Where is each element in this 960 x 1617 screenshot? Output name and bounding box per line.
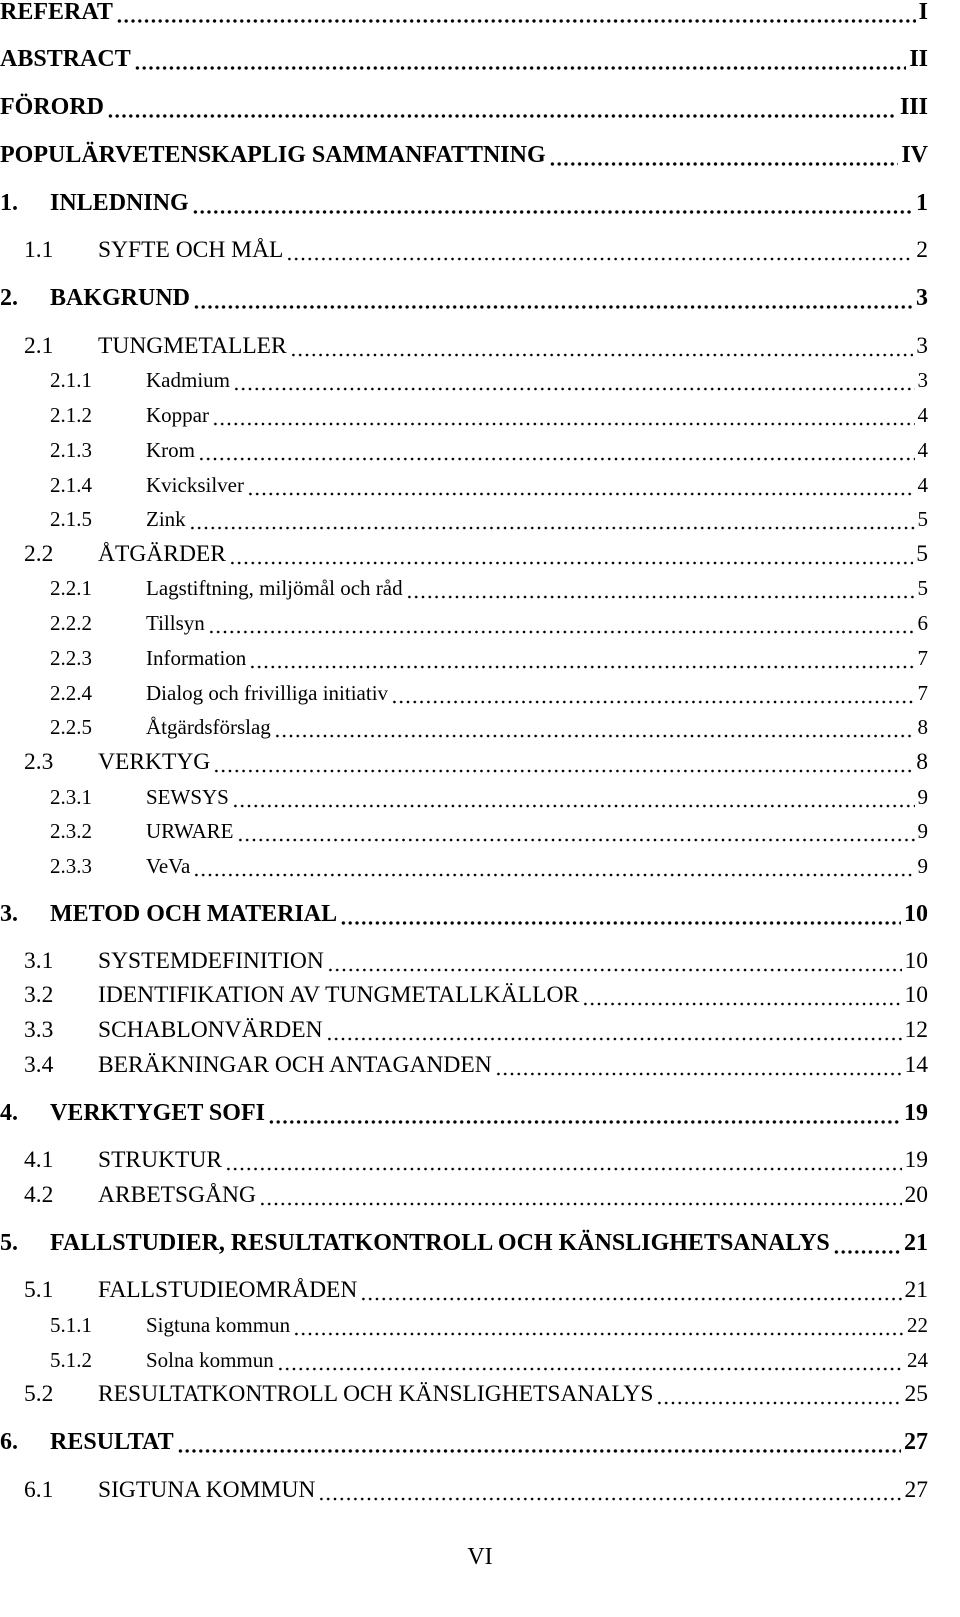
dot-leader bbox=[391, 676, 914, 710]
dot-leader bbox=[495, 1048, 902, 1082]
toc-entry-title: Kvicksilver bbox=[146, 473, 244, 497]
toc-entry bbox=[0, 780, 960, 814]
toc-entry bbox=[0, 398, 960, 432]
toc-entry-number: 2.2.4 bbox=[50, 681, 92, 705]
dot-leader bbox=[549, 138, 899, 172]
dot-leader bbox=[293, 1308, 904, 1342]
toc-entry-number: 6. bbox=[0, 1429, 18, 1455]
toc-entry-number: 4.1 bbox=[24, 1147, 54, 1173]
toc-entry-title: FALLSTUDIEOMRÅDEN bbox=[98, 1277, 358, 1303]
toc-entry-page: 3 bbox=[916, 285, 928, 311]
toc-entry-page: 5 bbox=[917, 507, 928, 531]
toc-entry bbox=[0, 329, 960, 363]
dot-leader bbox=[274, 710, 915, 744]
toc-entry-title: URWARE bbox=[146, 819, 234, 843]
dot-leader bbox=[233, 363, 915, 397]
dot-leader bbox=[656, 1377, 901, 1411]
toc-entry-number: 2.2 bbox=[24, 541, 54, 567]
dot-leader bbox=[193, 849, 914, 883]
toc-entry-number: 2.1 bbox=[24, 333, 54, 359]
toc-entry bbox=[0, 1377, 960, 1411]
dot-leader bbox=[229, 537, 913, 571]
dot-leader bbox=[259, 1178, 902, 1212]
toc-entry-page: 5 bbox=[916, 541, 928, 567]
toc-entry-number: 3.4 bbox=[24, 1052, 54, 1078]
toc-entry-title: IDENTIFIKATION AV TUNGMETALLKÄLLOR bbox=[98, 982, 580, 1008]
toc-entry-number: 5.1.1 bbox=[50, 1313, 92, 1337]
toc-entry bbox=[0, 606, 960, 640]
toc-entry-number: 2.3.3 bbox=[50, 854, 92, 878]
toc-entry-number: 2.1.3 bbox=[50, 438, 92, 462]
toc-entry-page: II bbox=[909, 46, 928, 72]
toc-entry-page: 27 bbox=[904, 1477, 928, 1503]
toc-entry-title: SYFTE OCH MÅL bbox=[98, 237, 284, 263]
toc-entry bbox=[0, 978, 960, 1012]
toc-entry-title: VeVa bbox=[146, 854, 191, 878]
toc-entry-number: 3. bbox=[0, 901, 18, 927]
dot-leader bbox=[406, 571, 915, 605]
dot-leader bbox=[340, 897, 901, 931]
toc-entry-title: Koppar bbox=[146, 403, 209, 427]
toc-entry-page: 1 bbox=[916, 190, 928, 216]
toc-entry-page: 6 bbox=[917, 611, 928, 635]
toc-entry bbox=[0, 1343, 960, 1377]
toc-entry-title: FALLSTUDIER, RESULTATKONTROLL OCH KÄNSLIGHETSANALYS bbox=[50, 1230, 830, 1256]
toc-entry bbox=[0, 1013, 960, 1047]
dot-leader bbox=[833, 1226, 901, 1260]
toc-entry-number: 4. bbox=[0, 1100, 18, 1126]
toc-entry bbox=[0, 676, 960, 710]
toc-entry-number: 2.2.5 bbox=[50, 715, 92, 739]
dot-leader bbox=[198, 433, 915, 467]
toc-entry bbox=[0, 944, 960, 978]
toc-entry-title: RESULTAT bbox=[50, 1429, 174, 1455]
toc-entry-title: TUNGMETALLER bbox=[98, 333, 287, 359]
toc-entry-number: 5.1.2 bbox=[50, 1348, 92, 1372]
toc-entry-page: 2 bbox=[916, 237, 928, 263]
toc-entry bbox=[0, 1473, 960, 1507]
toc-entry-page: 5 bbox=[917, 576, 928, 600]
toc-entry-page: 20 bbox=[904, 1182, 928, 1208]
toc-entry-page: 9 bbox=[917, 819, 928, 843]
dot-leader bbox=[189, 502, 915, 536]
toc-entry bbox=[0, 897, 960, 931]
toc-entry-title: Zink bbox=[146, 507, 186, 531]
toc-entry-number: 2.1.5 bbox=[50, 507, 92, 531]
toc-entry-page: 22 bbox=[907, 1313, 928, 1337]
toc-entry-number: 5.1 bbox=[24, 1277, 54, 1303]
toc-entry-number: 2.1.4 bbox=[50, 473, 92, 497]
toc-entry-title: STRUKTUR bbox=[98, 1147, 223, 1173]
toc-entry bbox=[0, 0, 960, 29]
toc-entry bbox=[0, 641, 960, 675]
toc-entry-number: 2.1.1 bbox=[50, 368, 92, 392]
toc-entry bbox=[0, 90, 960, 124]
toc-entry-page: III bbox=[899, 94, 928, 120]
toc-entry-title: SCHABLONVÄRDEN bbox=[98, 1017, 323, 1043]
toc-entry-page: 9 bbox=[917, 785, 928, 809]
toc-entry bbox=[0, 363, 960, 397]
toc-entry bbox=[0, 849, 960, 883]
toc-entry-title: Kadmium bbox=[146, 368, 230, 392]
dot-leader bbox=[277, 1343, 904, 1377]
toc-entry-title: ÅTGÄRDER bbox=[98, 541, 226, 567]
toc-entry-title: REFERAT bbox=[0, 0, 113, 25]
toc-entry-number: 2.2.3 bbox=[50, 646, 92, 670]
toc-entry bbox=[0, 186, 960, 220]
toc-entry bbox=[0, 233, 960, 267]
toc-entry-number: 5.2 bbox=[24, 1381, 54, 1407]
toc-entry-page: 7 bbox=[917, 681, 928, 705]
toc-entry-page: 4 bbox=[917, 473, 928, 497]
dot-leader bbox=[360, 1273, 901, 1307]
toc-entry-number: 3.3 bbox=[24, 1017, 54, 1043]
toc-entry bbox=[0, 1178, 960, 1212]
toc-entry-number: 1.1 bbox=[24, 237, 54, 263]
toc-entry-title: RESULTATKONTROLL OCH KÄNSLIGHETSANALYS bbox=[98, 1381, 654, 1407]
toc-entry-title: BERÄKNINGAR OCH ANTAGANDEN bbox=[98, 1052, 492, 1078]
toc-entry bbox=[0, 1273, 960, 1307]
toc-entry-page: 3 bbox=[916, 333, 928, 359]
toc-entry-title: VERKTYG bbox=[98, 749, 211, 775]
dot-leader bbox=[134, 42, 907, 76]
dot-leader bbox=[193, 281, 913, 315]
toc-entry-title: SIGTUNA KOMMUN bbox=[98, 1477, 316, 1503]
dot-leader bbox=[318, 1473, 901, 1507]
toc-entry-title: Krom bbox=[146, 438, 195, 462]
dot-leader bbox=[268, 1096, 901, 1130]
toc-entry-page: 10 bbox=[904, 901, 928, 927]
dot-leader bbox=[116, 0, 916, 29]
toc-entry bbox=[0, 537, 960, 571]
dot-leader bbox=[327, 944, 902, 978]
toc-entry-title: FÖRORD bbox=[0, 94, 104, 120]
dot-leader bbox=[192, 186, 913, 220]
toc-entry-title: ARBETSGÅNG bbox=[98, 1182, 256, 1208]
toc-entry-page: 4 bbox=[917, 403, 928, 427]
toc-entry bbox=[0, 1143, 960, 1177]
toc-entry-title: Lagstiftning, miljömål och råd bbox=[146, 576, 403, 600]
toc-entry-page: 19 bbox=[904, 1100, 928, 1126]
toc-entry-number: 6.1 bbox=[24, 1477, 54, 1503]
toc-entry-page: 19 bbox=[904, 1147, 928, 1173]
toc-entry-page: 4 bbox=[917, 438, 928, 462]
dot-leader bbox=[225, 1143, 901, 1177]
dot-leader bbox=[286, 233, 913, 267]
toc-entry bbox=[0, 1048, 960, 1082]
toc-entry-title: SEWSYS bbox=[146, 785, 229, 809]
toc-entry-number: 1. bbox=[0, 190, 18, 216]
toc-entry-title: ABSTRACT bbox=[0, 46, 131, 72]
toc-entry-number: 4.2 bbox=[24, 1182, 54, 1208]
dot-leader bbox=[249, 641, 914, 675]
toc-entry bbox=[0, 1226, 960, 1260]
dot-leader bbox=[212, 398, 915, 432]
toc-entry bbox=[0, 138, 960, 172]
toc-entry bbox=[0, 468, 960, 502]
toc-entry-number: 2.3.2 bbox=[50, 819, 92, 843]
toc-entry bbox=[0, 42, 960, 76]
toc-entry-page: 10 bbox=[904, 948, 928, 974]
toc-entry-title: Information bbox=[146, 646, 247, 670]
toc-entry-number: 5. bbox=[0, 1230, 18, 1256]
toc-entry-title: Tillsyn bbox=[146, 611, 205, 635]
toc-entry-number: 2.1.2 bbox=[50, 403, 92, 427]
toc-entry bbox=[0, 1425, 960, 1459]
toc-entry bbox=[0, 502, 960, 536]
toc-entry-title: VERKTYGET SOFI bbox=[50, 1100, 265, 1126]
toc-entry bbox=[0, 1308, 960, 1342]
toc-entry-number: 2.2.1 bbox=[50, 576, 92, 600]
toc-entry-number: 3.1 bbox=[24, 948, 54, 974]
toc-entry-page: 9 bbox=[917, 854, 928, 878]
toc-entry-page: 8 bbox=[916, 749, 928, 775]
dot-leader bbox=[213, 745, 913, 779]
toc-entry-page: 12 bbox=[904, 1017, 928, 1043]
dot-leader bbox=[290, 329, 914, 363]
toc-entry-number: 2. bbox=[0, 285, 18, 311]
toc-entry-page: 10 bbox=[904, 982, 928, 1008]
dot-leader bbox=[237, 814, 915, 848]
toc-entry-page: 7 bbox=[917, 646, 928, 670]
toc-entry bbox=[0, 1096, 960, 1130]
dot-leader bbox=[232, 780, 915, 814]
toc-entry bbox=[0, 433, 960, 467]
toc-entry-number: 2.3.1 bbox=[50, 785, 92, 809]
toc-entry-page: I bbox=[918, 0, 928, 25]
toc-entry-page: 25 bbox=[904, 1381, 928, 1407]
toc-entry-page: 21 bbox=[904, 1277, 928, 1303]
toc-entry-title: METOD OCH MATERIAL bbox=[50, 901, 338, 927]
dot-leader bbox=[107, 90, 897, 124]
toc-entry-title: INLEDNING bbox=[50, 190, 189, 216]
toc-entry-title: BAKGRUND bbox=[50, 285, 191, 311]
toc-entry-page: 21 bbox=[904, 1230, 928, 1256]
toc-entry bbox=[0, 745, 960, 779]
toc-entry-page: 3 bbox=[917, 368, 928, 392]
toc-entry-page: IV bbox=[901, 142, 928, 168]
toc-entry-number: 3.2 bbox=[24, 982, 54, 1008]
toc-entry-page: 24 bbox=[907, 1348, 928, 1372]
toc-entry-page: 8 bbox=[917, 715, 928, 739]
toc-entry-page: 27 bbox=[904, 1429, 928, 1455]
dot-leader bbox=[208, 606, 915, 640]
toc-entry bbox=[0, 710, 960, 744]
dot-leader bbox=[582, 978, 901, 1012]
toc-entry-title: Åtgärdsförslag bbox=[146, 715, 271, 739]
toc-entry bbox=[0, 571, 960, 605]
toc-entry-title: Dialog och frivilliga initiativ bbox=[146, 681, 389, 705]
toc-entry bbox=[0, 281, 960, 315]
toc-entry-number: 2.2.2 bbox=[50, 611, 92, 635]
page-number: VI bbox=[467, 1544, 493, 1570]
dot-leader bbox=[177, 1425, 901, 1459]
toc-entry bbox=[0, 814, 960, 848]
toc-entry-page: 14 bbox=[904, 1052, 928, 1078]
dot-leader bbox=[247, 468, 915, 502]
toc-entry-title: Sigtuna kommun bbox=[146, 1313, 291, 1337]
toc-entry-title: Solna kommun bbox=[146, 1348, 274, 1372]
toc-entry-title: POPULÄRVETENSKAPLIG SAMMANFATTNING bbox=[0, 142, 546, 168]
toc-entry-number: 2.3 bbox=[24, 749, 54, 775]
dot-leader bbox=[326, 1013, 902, 1047]
toc-entry-title: SYSTEMDEFINITION bbox=[98, 948, 324, 974]
